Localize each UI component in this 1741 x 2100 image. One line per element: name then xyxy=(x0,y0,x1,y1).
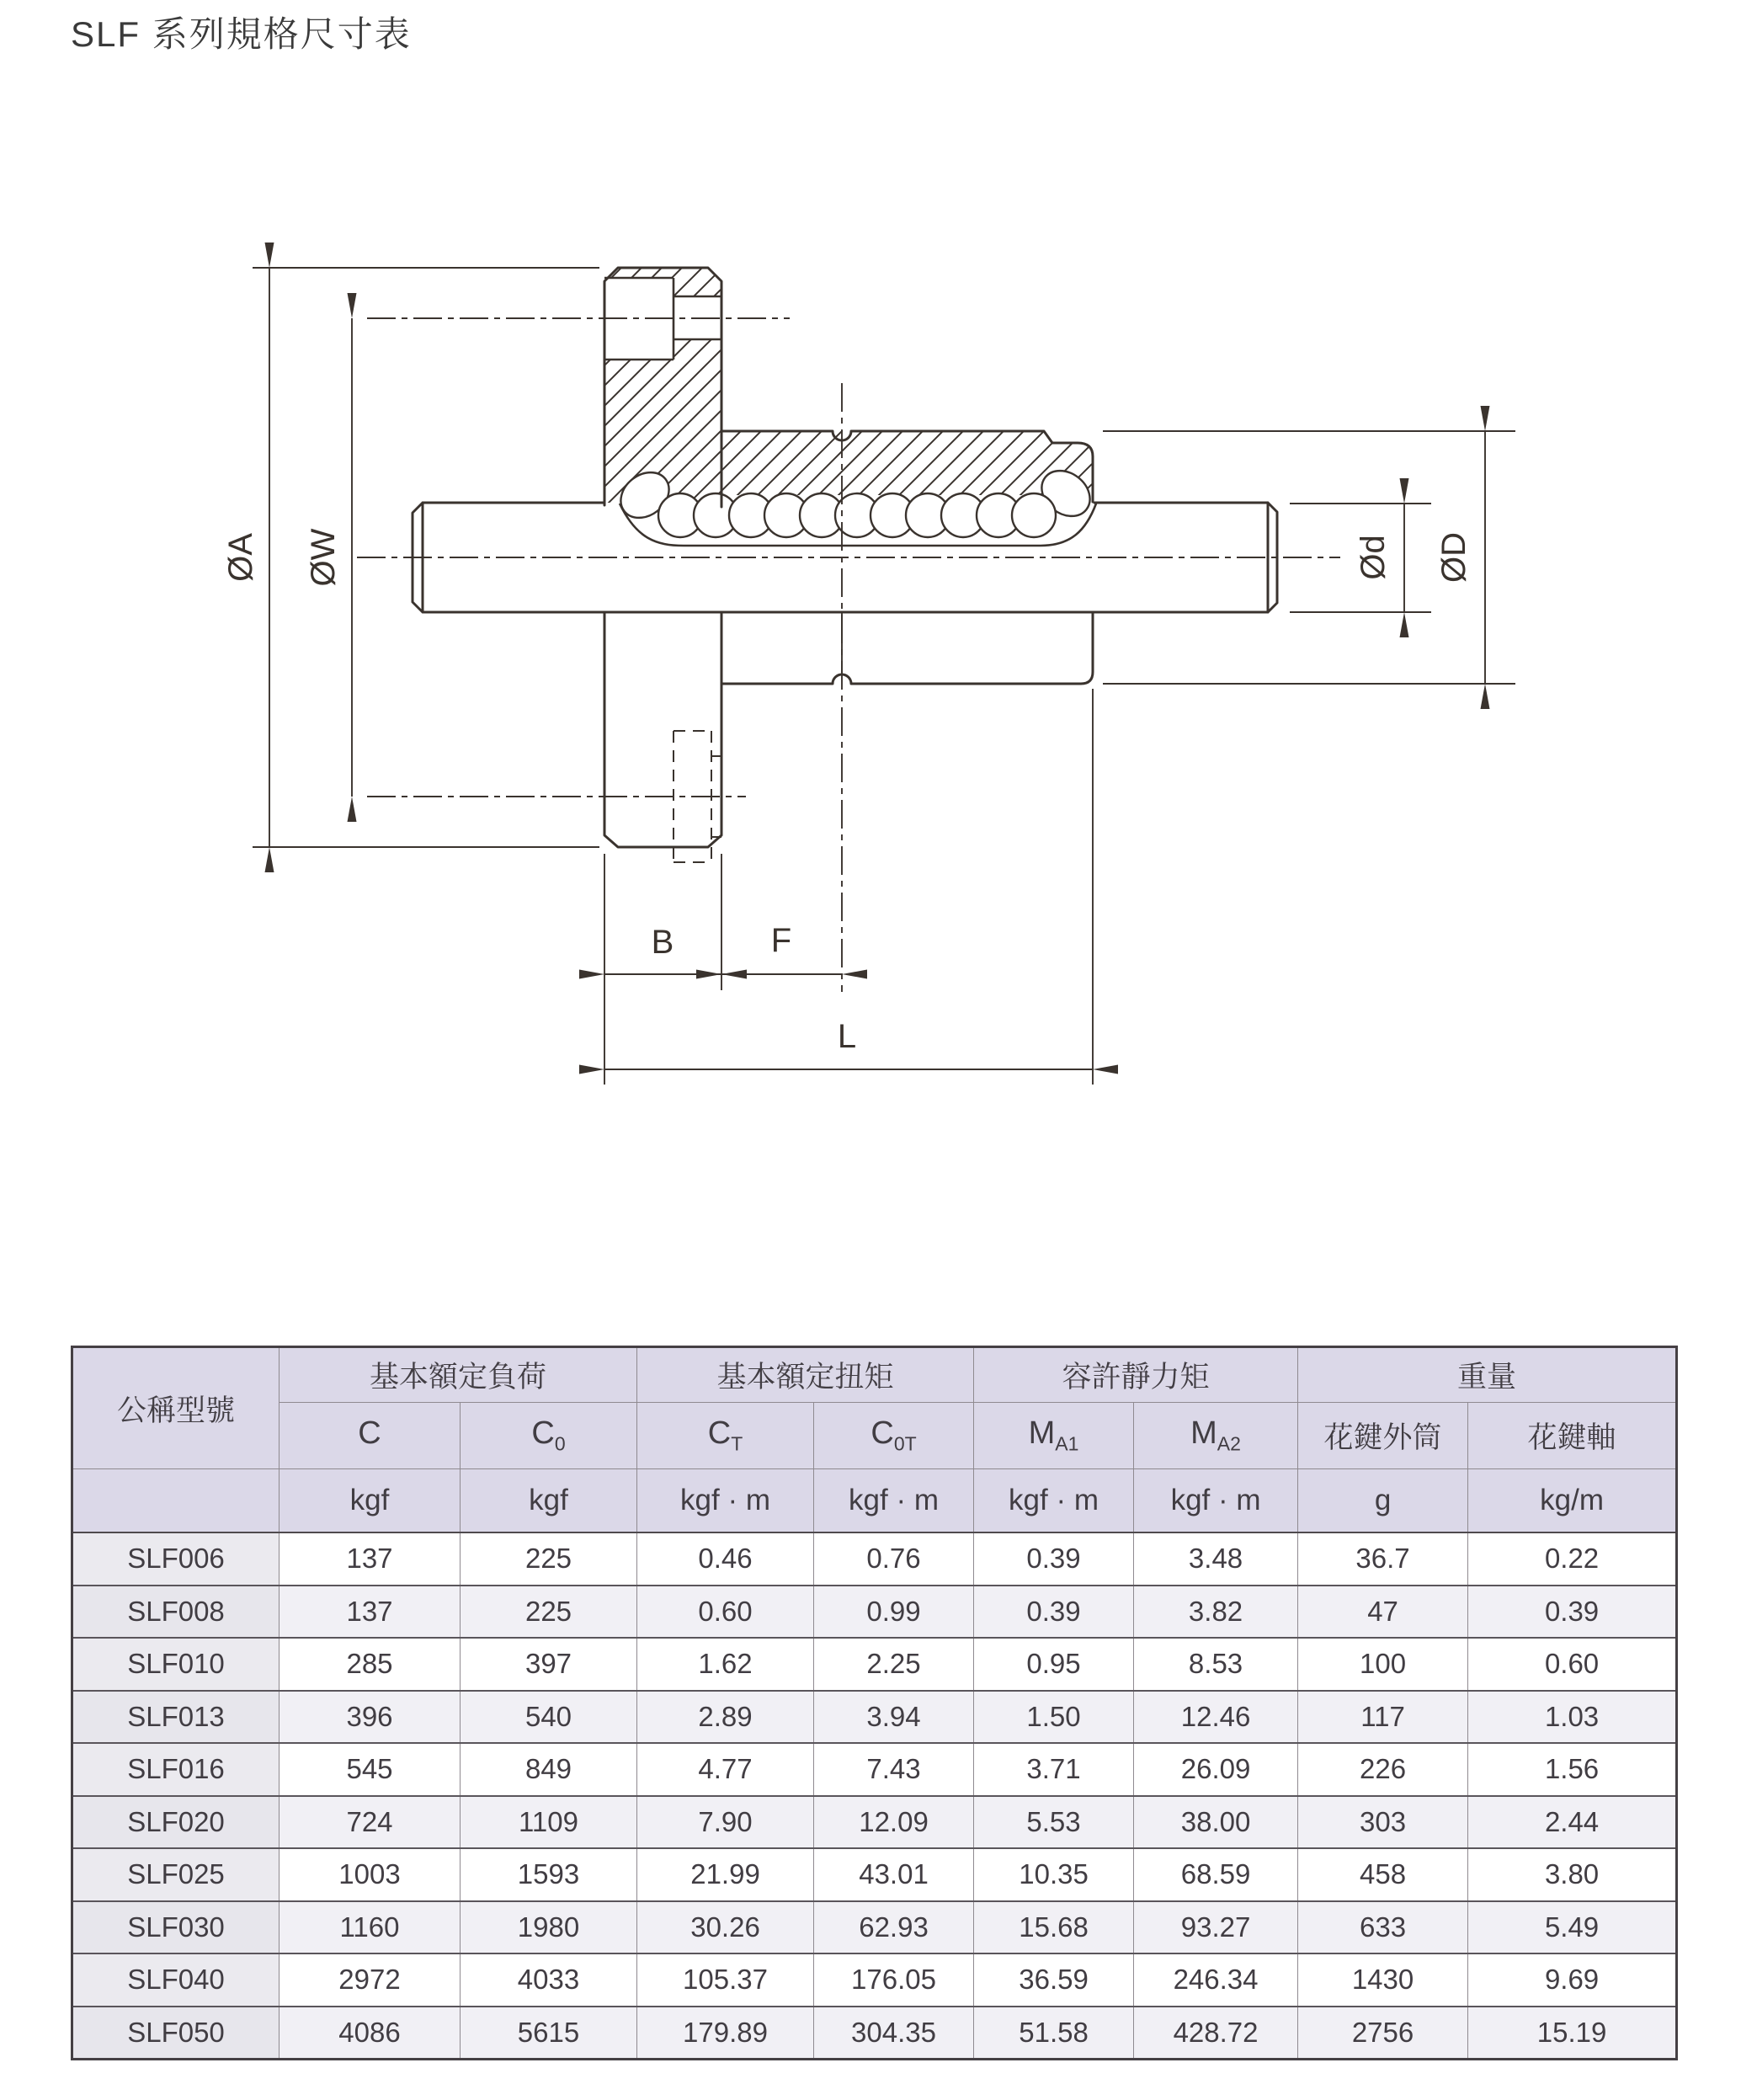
table-cell: 36.59 xyxy=(974,1953,1134,2007)
table-cell: 1109 xyxy=(461,1796,637,1849)
flange-lower-outline xyxy=(604,612,721,847)
units-empty-cell xyxy=(72,1469,280,1533)
table-row xyxy=(72,1532,1677,1586)
unit-cell: kgf · m xyxy=(974,1469,1134,1533)
unit-cell: kgf · m xyxy=(637,1469,814,1533)
ball-row xyxy=(658,493,1056,537)
table-cell: 397 xyxy=(461,1638,637,1691)
table-cell: 545 xyxy=(280,1743,461,1796)
spec-table xyxy=(71,1346,1678,2060)
table-row xyxy=(72,1796,1677,1849)
table-cell: 1.50 xyxy=(974,1691,1134,1744)
table-cell: 3.80 xyxy=(1468,1848,1677,1901)
table-row xyxy=(72,1848,1677,1901)
table-cell: 225 xyxy=(461,1586,637,1639)
table-cell: 1.62 xyxy=(637,1638,814,1691)
table-cell: 12.46 xyxy=(1134,1691,1298,1744)
table-cell: 3.94 xyxy=(814,1691,974,1744)
table-cell: 117 xyxy=(1298,1691,1468,1744)
table-cell: 21.99 xyxy=(637,1848,814,1901)
label-phi-w: ØW xyxy=(305,528,342,587)
table-cell: 285 xyxy=(280,1638,461,1691)
table-cell: 3.48 xyxy=(1134,1532,1298,1586)
table-row xyxy=(72,1638,1677,1691)
table-cell: 633 xyxy=(1298,1901,1468,1954)
model-cell: SLF040 xyxy=(72,1953,280,2007)
dimension-lines xyxy=(253,268,1515,1085)
model-cell: SLF010 xyxy=(72,1638,280,1691)
table-cell: 0.46 xyxy=(637,1532,814,1586)
model-cell: SLF008 xyxy=(72,1586,280,1639)
table-cell: 4.77 xyxy=(637,1743,814,1796)
table-cell: 0.76 xyxy=(814,1532,974,1586)
table-cell: 225 xyxy=(461,1532,637,1586)
col-header-c: C xyxy=(280,1403,461,1469)
symbol-header-row xyxy=(72,1403,1677,1469)
table-cell: 0.39 xyxy=(974,1532,1134,1586)
table-cell: 5.49 xyxy=(1468,1901,1677,1954)
units-row xyxy=(72,1469,1677,1533)
label-l: L xyxy=(837,1018,857,1055)
group-static-moment: 容許靜力矩 xyxy=(974,1347,1298,1403)
model-cell: SLF006 xyxy=(72,1532,280,1586)
page-title: SLF 系列規格尺寸表 xyxy=(71,14,412,54)
table-row xyxy=(72,2007,1677,2060)
table-cell: 93.27 xyxy=(1134,1901,1298,1954)
model-cell: SLF013 xyxy=(72,1691,280,1744)
table-cell: 100 xyxy=(1298,1638,1468,1691)
table-row xyxy=(72,1691,1677,1744)
table-cell: 105.37 xyxy=(637,1953,814,2007)
table-cell: 1430 xyxy=(1298,1953,1468,2007)
table-row xyxy=(72,1743,1677,1796)
table-cell: 0.39 xyxy=(974,1586,1134,1639)
table-cell: 2.44 xyxy=(1468,1796,1677,1849)
table-cell: 3.71 xyxy=(974,1743,1134,1796)
table-cell: 0.22 xyxy=(1468,1532,1677,1586)
table-cell: 724 xyxy=(280,1796,461,1849)
model-cell: SLF025 xyxy=(72,1848,280,1901)
label-f: F xyxy=(770,922,792,959)
table-cell: 51.58 xyxy=(974,2007,1134,2060)
dimension-labels xyxy=(222,528,1472,1055)
model-cell: SLF020 xyxy=(72,1796,280,1849)
unit-cell: kg/m xyxy=(1468,1469,1677,1533)
unit-cell: kgf xyxy=(461,1469,637,1533)
label-phi-d-big: ØD xyxy=(1435,532,1472,583)
table-cell: 5.53 xyxy=(974,1796,1134,1849)
table-cell: 9.69 xyxy=(1468,1953,1677,2007)
col-header-nut-weight: 花鍵外筒 xyxy=(1298,1403,1468,1469)
col-header-ct: $C_T$ xyxy=(637,1403,814,1469)
col-header-ma2: $M_{A2}$ xyxy=(1134,1403,1298,1469)
table-cell: 4086 xyxy=(280,2007,461,2060)
table-cell: 0.60 xyxy=(1468,1638,1677,1691)
nut-lower-outline xyxy=(721,612,1093,684)
table-cell: 30.26 xyxy=(637,1901,814,1954)
label-phi-a: ØA xyxy=(222,533,259,582)
table-cell: 137 xyxy=(280,1532,461,1586)
table-cell: 0.60 xyxy=(637,1586,814,1639)
table-cell: 1.03 xyxy=(1468,1691,1677,1744)
table-cell: 15.68 xyxy=(974,1901,1134,1954)
table-cell: 62.93 xyxy=(814,1901,974,1954)
table-cell: 2756 xyxy=(1298,2007,1468,2060)
label-b: B xyxy=(651,924,674,961)
table-cell: 428.72 xyxy=(1134,2007,1298,2060)
table-cell: 2972 xyxy=(280,1953,461,2007)
group-basic-load: 基本額定負荷 xyxy=(280,1347,637,1403)
table-cell: 43.01 xyxy=(814,1848,974,1901)
model-cell: SLF016 xyxy=(72,1743,280,1796)
col-header-c0t: $C_{0T}$ xyxy=(814,1403,974,1469)
group-header-row xyxy=(72,1347,1677,1403)
unit-cell: kgf · m xyxy=(1134,1469,1298,1533)
table-cell: 38.00 xyxy=(1134,1796,1298,1849)
table-cell: 303 xyxy=(1298,1796,1468,1849)
section-hatching xyxy=(604,268,1093,503)
table-cell: 1980 xyxy=(461,1901,637,1954)
model-cell: SLF050 xyxy=(72,2007,280,2060)
col-header-shaft-weight: 花鍵軸 xyxy=(1468,1403,1677,1469)
unit-cell: g xyxy=(1298,1469,1468,1533)
center-lines xyxy=(357,318,1340,992)
table-cell: 176.05 xyxy=(814,1953,974,2007)
table-cell: 226 xyxy=(1298,1743,1468,1796)
table-cell: 3.82 xyxy=(1134,1586,1298,1639)
table-cell: 26.09 xyxy=(1134,1743,1298,1796)
table-cell: 12.09 xyxy=(814,1796,974,1849)
table-cell: 1003 xyxy=(280,1848,461,1901)
group-basic-torque: 基本額定扭矩 xyxy=(637,1347,974,1403)
table-cell: 4033 xyxy=(461,1953,637,2007)
table-cell: 7.90 xyxy=(637,1796,814,1849)
col-header-ma1: $M_{A1}$ xyxy=(974,1403,1134,1469)
group-weight: 重量 xyxy=(1298,1347,1677,1403)
table-cell: 0.95 xyxy=(974,1638,1134,1691)
table-cell: 1.56 xyxy=(1468,1743,1677,1796)
col-header-c0: $C_0$ xyxy=(461,1403,637,1469)
table-cell: 396 xyxy=(280,1691,461,1744)
table-cell: 1160 xyxy=(280,1901,461,1954)
table-cell: 540 xyxy=(461,1691,637,1744)
table-cell: 246.34 xyxy=(1134,1953,1298,2007)
label-phi-d-small: Ød xyxy=(1355,535,1392,580)
table-cell: 5615 xyxy=(461,2007,637,2060)
unit-cell: kgf xyxy=(280,1469,461,1533)
table-cell: 304.35 xyxy=(814,2007,974,2060)
table-cell: 849 xyxy=(461,1743,637,1796)
table-cell: 458 xyxy=(1298,1848,1468,1901)
table-cell: 15.19 xyxy=(1468,2007,1677,2060)
table-cell: 8.53 xyxy=(1134,1638,1298,1691)
table-cell: 1593 xyxy=(461,1848,637,1901)
table-cell: 10.35 xyxy=(974,1848,1134,1901)
unit-cell: kgf · m xyxy=(814,1469,974,1533)
table-row xyxy=(72,1586,1677,1639)
table-cell: 68.59 xyxy=(1134,1848,1298,1901)
table-row xyxy=(72,1901,1677,1954)
table-row xyxy=(72,1953,1677,2007)
table-cell: 0.99 xyxy=(814,1586,974,1639)
table-cell: 7.43 xyxy=(814,1743,974,1796)
table-cell: 36.7 xyxy=(1298,1532,1468,1586)
model-cell: SLF030 xyxy=(72,1901,280,1954)
model-column-header: 公稱型號 xyxy=(72,1347,280,1469)
table-cell: 2.25 xyxy=(814,1638,974,1691)
table-cell: 137 xyxy=(280,1586,461,1639)
table-cell: 0.39 xyxy=(1468,1586,1677,1639)
table-cell: 179.89 xyxy=(637,2007,814,2060)
table-cell: 2.89 xyxy=(637,1691,814,1744)
table-cell: 47 xyxy=(1298,1586,1468,1639)
